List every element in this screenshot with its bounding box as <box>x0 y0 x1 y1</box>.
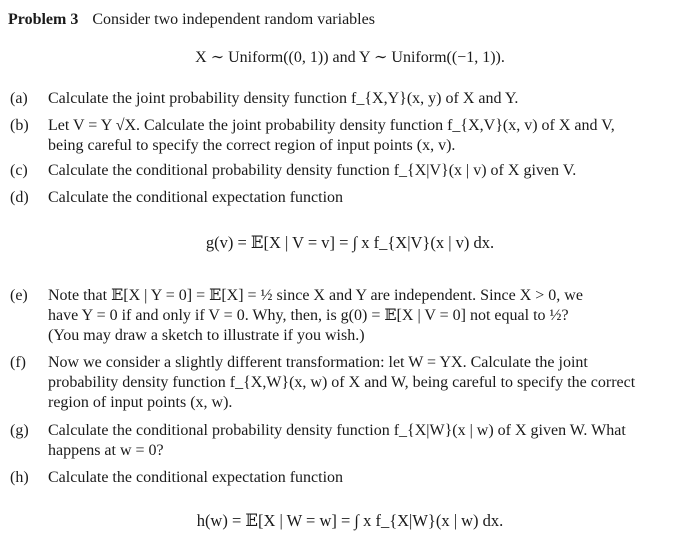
part-text-line: happens at w = 0? <box>48 442 164 459</box>
formula-g-conditional-expectation: g(v) = 𝔼[X | V = v] = ∫ x f_{X|V}(x | v) dx. <box>205 233 495 252</box>
part-text-line: Calculate the joint probability density function f_{X,Y}(x, y) of X and Y. <box>48 90 519 107</box>
distribution-definitions: X ∼ Uniform((0, 1)) and Y ∼ Uniform((−1, 1)). <box>195 49 505 66</box>
part-label: (d) <box>10 189 29 206</box>
part-label: (g) <box>10 422 29 439</box>
part-body <box>48 89 652 109</box>
problem-header <box>8 10 375 30</box>
part-label: (b) <box>10 117 29 134</box>
part-text-line: Calculate the conditional expectation function <box>48 469 344 486</box>
part-text-line: Note that 𝔼[X | Y = 0] = 𝔼[X] = ½ since X and Y are independent. Since X > 0, we <box>48 287 583 304</box>
part-body <box>48 116 652 156</box>
formula-h-conditional-expectation: h(w) = 𝔼[X | W = w] = ∫ x f_{X|W}(x | w) dx. <box>196 511 504 530</box>
part-body <box>48 421 652 461</box>
part-text-line: Calculate the conditional probability density function f_{X|V}(x | v) of X given V. <box>48 162 577 179</box>
part-label: (c) <box>10 162 28 179</box>
part-text-line: Calculate the conditional probability density function f_{X|W}(x | w) of X given W. What <box>48 422 626 439</box>
part-body <box>48 468 652 488</box>
part-text-line: Let V = Y √X. Calculate the joint probability density function f_{X,V}(x, v) of X and V, <box>48 117 615 134</box>
part-text-line: have Y = 0 if and only if V = 0. Why, then, is g(0) = 𝔼[X | V = 0] not equal to ½? <box>48 307 569 324</box>
problem-intro: Consider two independent random variables <box>92 11 375 28</box>
part-text-line: Calculate the conditional expectation function <box>48 189 344 206</box>
part-text-line: region of input points (x, w). <box>48 394 233 411</box>
part-text-line: Now we consider a slightly different transformation: let W = YX. Calculate the joint <box>48 354 588 371</box>
part-body <box>48 188 652 208</box>
part-body <box>48 353 652 413</box>
part-body <box>48 161 652 181</box>
part-label: (e) <box>10 287 28 304</box>
part-label: (a) <box>10 90 28 107</box>
part-text-line: probability density function f_{X,W}(x, w) of X and W, being careful to specify the correct <box>48 374 636 391</box>
problem-label: Problem 3 <box>8 11 79 28</box>
part-label: (f) <box>10 354 26 371</box>
part-body <box>48 286 652 346</box>
part-label: (h) <box>10 469 29 486</box>
part-text-line: (You may draw a sketch to illustrate if you wish.) <box>48 327 365 344</box>
part-text-line: being careful to specify the correct region of input points (x, v). <box>48 137 456 154</box>
